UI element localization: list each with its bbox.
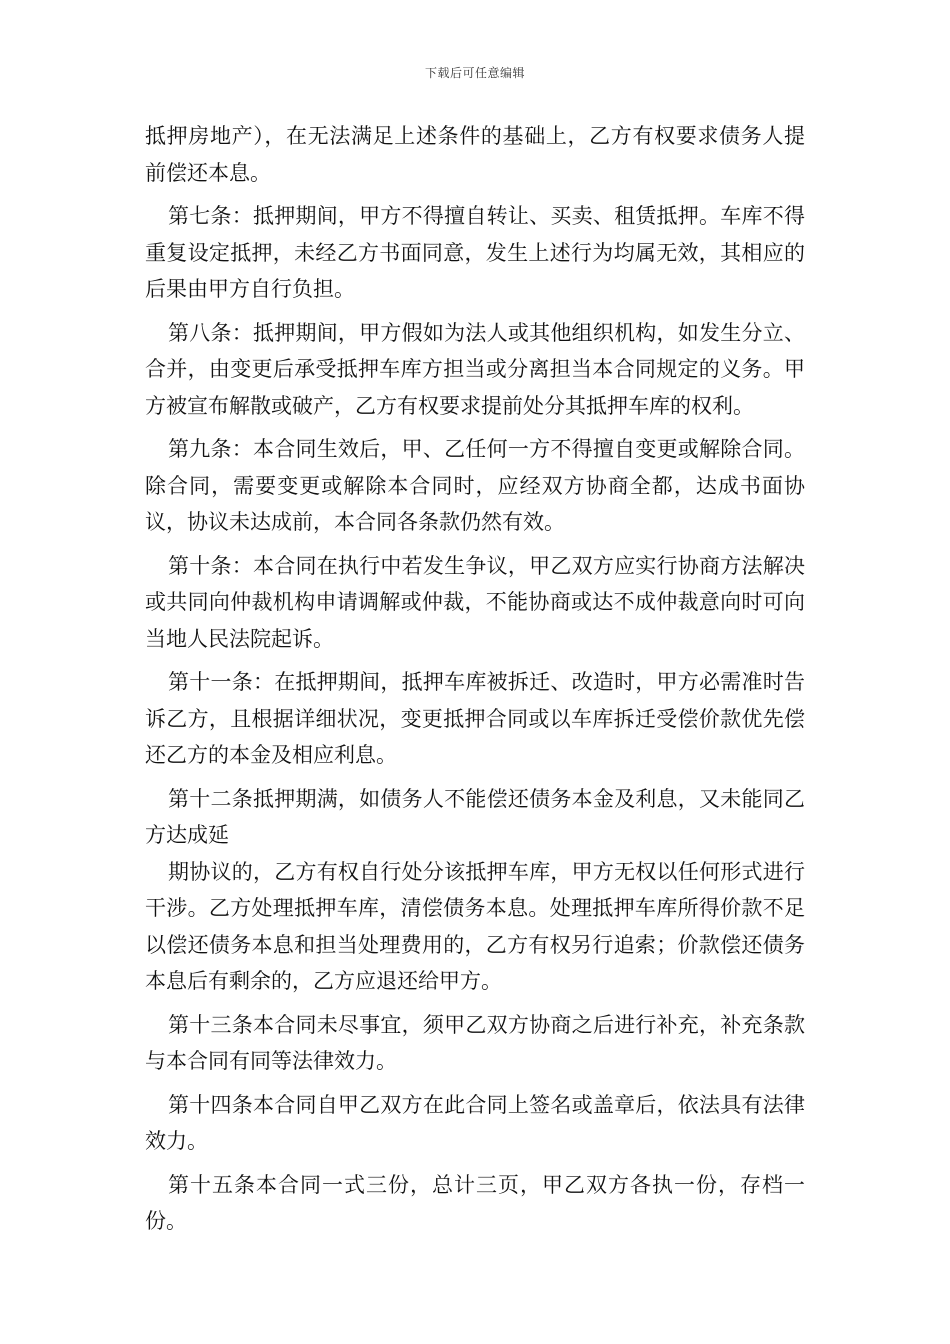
paragraph-article-9: 第九条：本合同生效后，甲、乙任何一方不得擅自变更或解除合同。除合同，需要变更或解除本合同时，应经双方协商全都，达成书面协议，协议未达成前，本合同各条款仍然有效。 [145,437,805,534]
header-note: 下载后可任意编辑 [424,66,525,80]
paragraph-continuation: 抵押房地产），在无法满足上述条件的基础上，乙方有权要求债务人提前偿还本息。 [145,124,805,185]
contract-body [145,118,805,1247]
paragraph-article-12: 第十二条抵押期满，如债务人不能偿还债务本金及利息，又未能同乙方达成延 [145,786,805,847]
paragraph-article-13: 第十三条本合同未尽事宜，须甲乙双方协商之后进行补充，补充条款与本合同有同等法律效力。 [145,1012,805,1073]
paragraph-article-14: 第十四条本合同自甲乙双方在此合同上签名或盖章后，依法具有法律效力。 [145,1092,805,1153]
paragraph-article-11: 第十一条：在抵押期间，抵押车库被拆迁、改造时，甲方必需准时告诉乙方，且根据详细状况，变更抵押合同或以车库拆迁受偿价款优先偿还乙方的本金及相应利息。 [145,670,805,767]
paragraph-article-15: 第十五条本合同一式三份，总计三页，甲乙双方各执一份，存档一份。 [145,1172,805,1233]
paragraph-article-12-continued: 期协议的，乙方有权自行处分该抵押车库，甲方无权以任何形式进行干涉。乙方处理抵押车库，清偿债务本息。处理抵押车库所得价款不足以偿还债务本息和担当处理费用的，乙方有权另行追索；价款偿还债务本息后有剩余的，乙方应退还给甲方。 [145,859,805,993]
paragraph-article-8: 第八条：抵押期间，甲方假如为法人或其他组织机构，如发生分立、合并，由变更后承受抵押车库方担当或分离担当本合同规定的义务。甲方被宣布解散或破产，乙方有权要求提前处分其抵押车库的权利。 [145,320,805,418]
paragraph-article-10: 第十条：本合同在执行中若发生争议，甲乙双方应实行协商方法解决或共同向仲裁机构申请调解或仲裁，不能协商或达不成仲裁意向时可向当地人民法院起诉。 [145,553,805,651]
paragraph-article-7: 第七条：抵押期间，甲方不得擅自转让、买卖、租赁抵押。车库不得重复设定抵押，未经乙方书面同意，发生上述行为均属无效，其相应的后果由甲方自行负担。 [145,204,805,301]
